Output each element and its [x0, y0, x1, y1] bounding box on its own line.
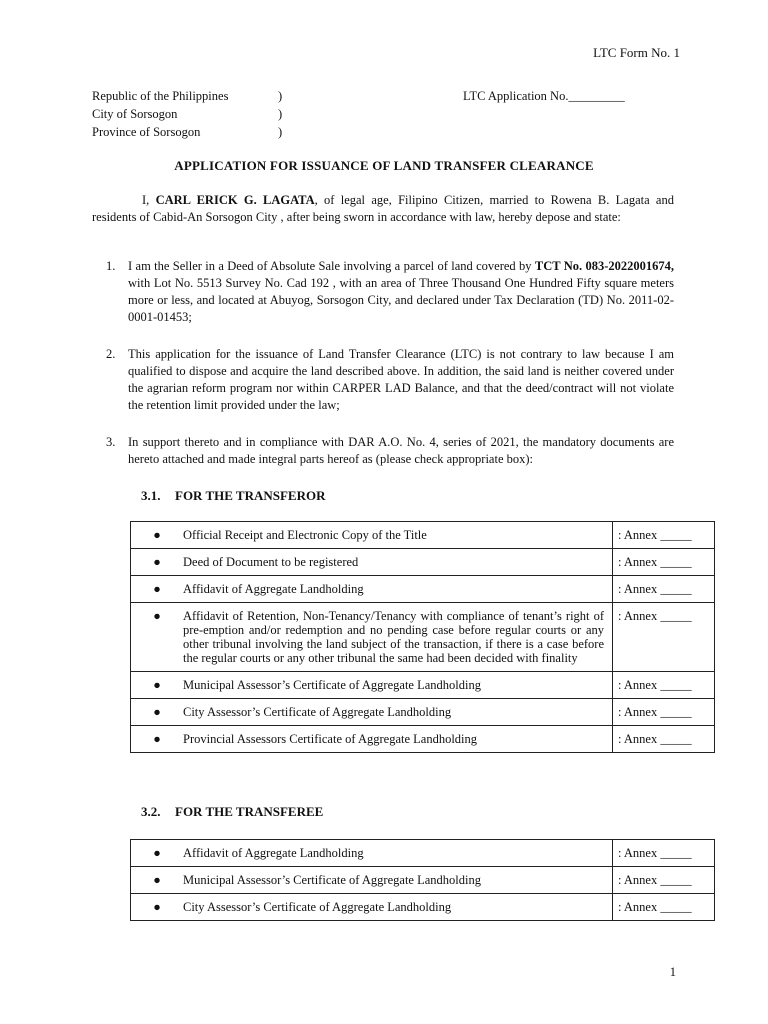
row-text: Provincial Assessors Certificate of Aggregate Landholding	[183, 732, 478, 746]
intro-paragraph	[92, 192, 674, 226]
bullet-icon: ●	[153, 846, 161, 860]
list-item-1	[92, 258, 674, 326]
item-number: 2.	[106, 347, 116, 361]
header-label: Republic of the Philippines	[92, 89, 229, 103]
row-text: Deed of Document to be registered	[183, 555, 359, 569]
applicant-name: CARL ERICK G. LAGATA	[155, 193, 315, 207]
row-text: Affidavit of Aggregate Landholding	[183, 582, 364, 596]
document-title: APPLICATION FOR ISSUANCE OF LAND TRANSFER CLEARANCE	[174, 158, 594, 173]
row-description	[131, 522, 613, 549]
annex-field[interactable]: : Annex _____	[613, 522, 715, 549]
bullet-icon: ●	[153, 582, 161, 596]
section-heading-transferee	[141, 803, 323, 820]
annex-field[interactable]: : Annex _____	[613, 549, 715, 576]
header-label: Province of Sorsogon	[92, 125, 201, 139]
item-number: 1.	[106, 259, 116, 273]
row-description	[131, 840, 613, 867]
annex-field[interactable]: : Annex _____	[613, 672, 715, 699]
table-row	[131, 672, 715, 699]
bullet-icon: ●	[153, 555, 161, 569]
row-text: Official Receipt and Electronic Copy of the Title	[183, 528, 427, 542]
row-text: Municipal Assessor’s Certificate of Aggregate Landholding	[183, 678, 481, 692]
section-number: 3.2.	[141, 804, 161, 819]
table-row	[131, 699, 715, 726]
form-number: LTC Form No. 1	[593, 45, 680, 60]
bullet-icon: ●	[153, 678, 161, 692]
row-description	[131, 576, 613, 603]
transferee-annex-table	[130, 839, 715, 921]
item-number: 3.	[106, 435, 116, 449]
row-description	[131, 726, 613, 753]
bullet-icon: ●	[153, 528, 161, 542]
table-row	[131, 840, 715, 867]
header-paren: )	[278, 107, 283, 121]
intro-prefix: I,	[142, 193, 156, 207]
item-text: In support thereto and in compliance with DAR A.O. No. 4, series of 2021, the mandatory documents are hereto attached and made integral parts hereof as (please check appropriate box):	[128, 435, 674, 466]
item-text	[128, 258, 674, 326]
table-row	[131, 894, 715, 921]
page-number: 1	[669, 965, 676, 979]
annex-field[interactable]: : Annex _____	[613, 894, 715, 921]
header-paren: )	[278, 125, 283, 139]
annex-field[interactable]: : Annex _____	[613, 576, 715, 603]
bullet-icon: ●	[153, 900, 161, 914]
bullet-icon: ●	[153, 873, 161, 887]
section-title: FOR THE TRANSFEROR	[175, 488, 326, 503]
tct-number: TCT No. 083-2022001674,	[534, 259, 674, 273]
row-description	[131, 672, 613, 699]
row-description	[131, 699, 613, 726]
table-row	[131, 726, 715, 753]
item-text-post: with Lot No. 5513 Survey No. Cad 192 , with an area of Three Thousand One Hundred Fifty square meters more or less, and located at Abuyog, Sorsogon City, and declared under Tax Declaration (TD) No. 2011-02-0001-01453;	[128, 276, 674, 324]
row-description	[131, 867, 613, 894]
table-row	[131, 867, 715, 894]
row-description	[131, 549, 613, 576]
section-number: 3.1.	[141, 488, 161, 503]
header-line-city	[92, 106, 392, 123]
header-line-province	[92, 124, 392, 141]
table-row	[131, 576, 715, 603]
table-row	[131, 549, 715, 576]
table-row	[131, 603, 715, 672]
annex-field[interactable]: : Annex _____	[613, 699, 715, 726]
row-text: Affidavit of Aggregate Landholding	[183, 846, 364, 860]
annex-field[interactable]: : Annex _____	[613, 726, 715, 753]
item-text: This application for the issuance of Land Transfer Clearance (LTC) is not contrary to law because I am qualified to dispose and acquire the land described above. In addition, the said land is neither covered under the agrarian reform program nor within CARPER LAD Balance, and that the deed/contract will not violate the retention limit provided under the law;	[128, 347, 674, 412]
row-text: Affidavit of Retention, Non-Tenancy/Tenancy with compliance of tenant’s right of pre-emption and/or redemption and no pending case before regular courts or any other tribunal involving the land subject of the transaction, if there is a case before the regular courts or any other tribunal the same had been decided with finality	[183, 609, 604, 665]
application-number: LTC Application No._________	[463, 89, 625, 103]
section-title: FOR THE TRANSFEREE	[175, 804, 324, 819]
row-description	[131, 894, 613, 921]
item-text-pre: I am the Seller in a Deed of Absolute Sale involving a parcel of land covered by	[128, 259, 535, 273]
header-line-republic	[92, 88, 392, 105]
list-item-2	[92, 346, 674, 414]
transferor-annex-table	[130, 521, 715, 753]
table-row	[131, 522, 715, 549]
row-text: Municipal Assessor’s Certificate of Aggregate Landholding	[183, 873, 481, 887]
header-paren: )	[278, 89, 283, 103]
list-item-3	[92, 434, 674, 468]
header-label: City of Sorsogon	[92, 107, 178, 121]
bullet-icon: ●	[153, 705, 161, 719]
bullet-icon: ●	[153, 609, 161, 623]
bullet-icon: ●	[153, 732, 161, 746]
annex-field[interactable]: : Annex _____	[613, 867, 715, 894]
row-text: City Assessor’s Certificate of Aggregate Landholding	[183, 900, 452, 914]
section-heading-transferor	[141, 487, 326, 504]
row-text: City Assessor’s Certificate of Aggregate Landholding	[183, 705, 452, 719]
annex-field[interactable]: : Annex _____	[613, 603, 715, 672]
annex-field[interactable]: : Annex _____	[613, 840, 715, 867]
row-description	[131, 603, 613, 672]
intro-rest: , of legal age, Filipino Citizen, married to Rowena B. Lagata and residents of Cabid-An Sorsogon City , after being sworn in accordance with law, hereby depose and state:	[92, 193, 674, 224]
